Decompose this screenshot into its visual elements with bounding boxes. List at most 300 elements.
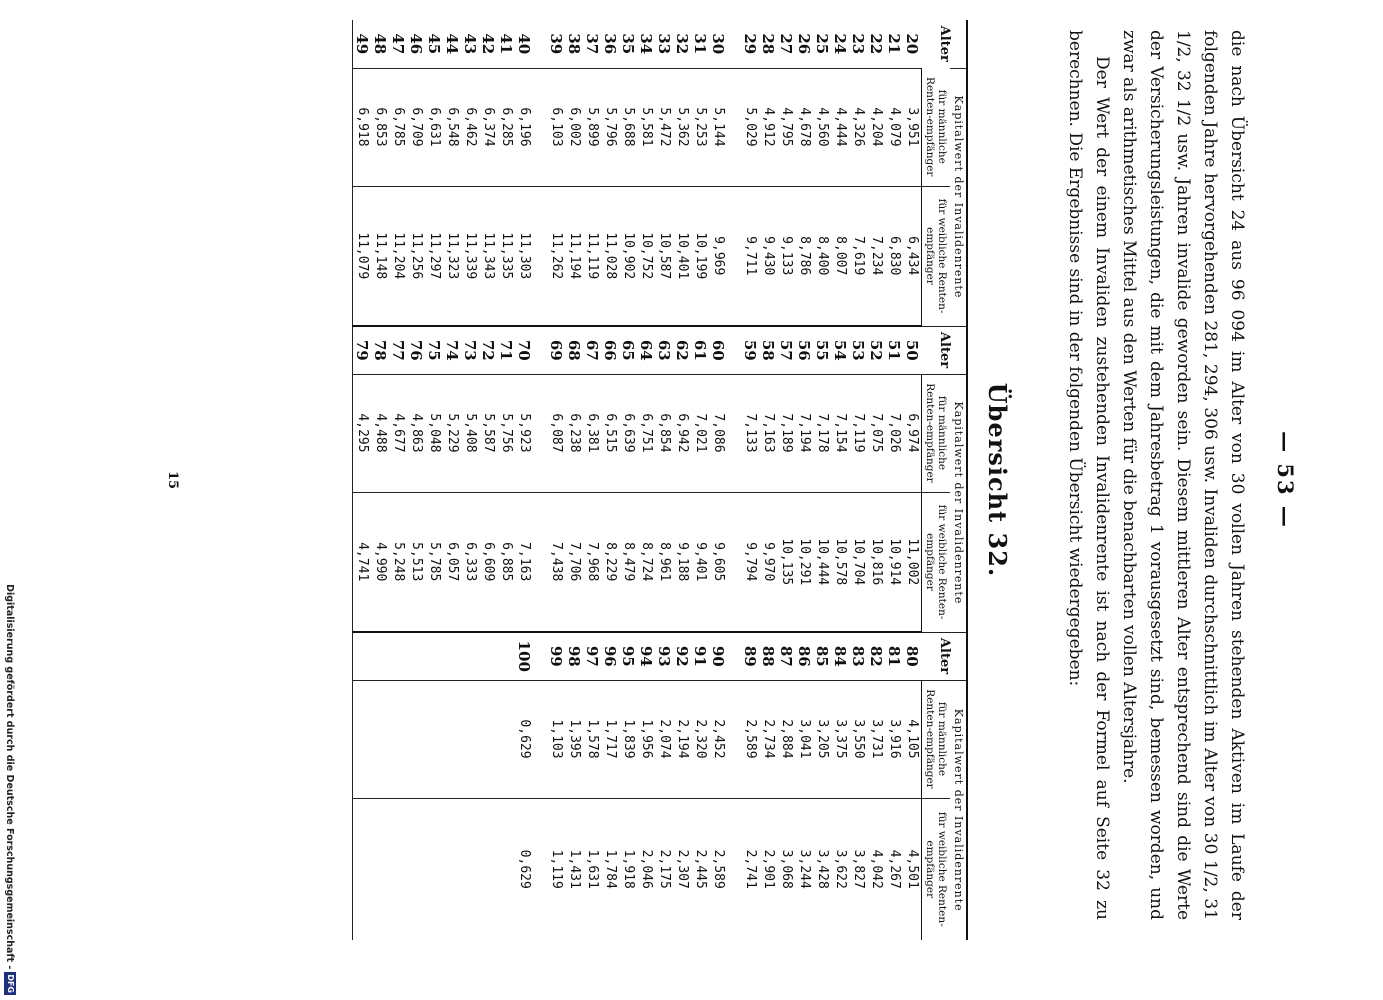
female-value-cell: 7,619 xyxy=(850,186,868,326)
age-cell: 33 xyxy=(655,33,674,55)
female-value-cell: 9,430 xyxy=(760,186,778,326)
female-value-cell: 8,479 xyxy=(620,492,638,632)
age-cell: 35 xyxy=(619,33,638,55)
age-cell xyxy=(408,632,426,680)
female-value-cell: 6,609 xyxy=(480,492,498,632)
age-cell: 56 xyxy=(796,326,814,374)
female-value-cell: 6,885 xyxy=(498,492,516,632)
table-row xyxy=(760,20,778,940)
table-row xyxy=(566,20,584,940)
age-cell: 25 xyxy=(813,33,832,55)
digitization-credit xyxy=(3,584,17,995)
male-value-cell: 6,462 xyxy=(462,68,480,186)
age-cell: 77 xyxy=(390,326,408,374)
male-value-cell: 4,863 xyxy=(408,374,426,492)
table-row xyxy=(372,20,390,940)
male-value-cell: 5,229 xyxy=(444,374,462,492)
age-cell: 40 xyxy=(515,33,534,55)
spacer-cell xyxy=(728,680,742,798)
paragraph-1: die nach Übersicht 24 aus 96 094 im Alter von 30 vollen Jahren stehenden Aktiven im Laufe der folgenden Jahre hervorgehenden 281, 294, 306 usw. Invaliden durchschnittlich im Alter von 30 1/2, 31 1/2, 32 1/2 usw. Jahren invalide geworden sein. Diesem mittleren Alter entsprechend sind die Werte der Versicherungsleistungen, die mit dem Jahresbetrag 1 vorausgesetzt sind, bemessen worden, und zwar als arithmetisches Mittel aus den Werten für die benachbarten vollen Altersjahre. xyxy=(1119,30,1247,920)
group-header-1: Kapitalwert der Invalidenrente xyxy=(950,68,967,326)
age-cell: 36 xyxy=(601,33,620,55)
male-value-cell: 5,048 xyxy=(426,374,444,492)
male-value-cell: 3,731 xyxy=(868,680,886,798)
male-value-cell: 6,002 xyxy=(566,68,584,186)
male-value-cell: 4,079 xyxy=(886,68,904,186)
male-value-cell: 7,163 xyxy=(760,374,778,492)
male-value-cell xyxy=(390,680,408,798)
age-cell xyxy=(390,632,408,680)
age-cell: 96 xyxy=(602,632,620,680)
age-cell: 75 xyxy=(426,326,444,374)
male-value-cell: 7,026 xyxy=(886,374,904,492)
male-value-cell xyxy=(480,680,498,798)
age-cell: 84 xyxy=(832,632,850,680)
male-value-cell: 5,362 xyxy=(674,68,692,186)
age-cell: 45 xyxy=(425,33,444,55)
male-value-cell: 6,374 xyxy=(480,68,498,186)
male-value-cell: 3,951 xyxy=(904,68,922,186)
female-value-cell: 8,724 xyxy=(638,492,656,632)
age-cell xyxy=(372,632,390,680)
age-cell: 64 xyxy=(638,326,656,374)
male-value-cell: 4,105 xyxy=(904,680,922,798)
age-cell xyxy=(462,632,480,680)
age-cell: 69 xyxy=(548,326,566,374)
male-value-cell xyxy=(444,680,462,798)
male-value-cell: 5,688 xyxy=(620,68,638,186)
age-cell: 100 xyxy=(516,632,534,680)
table-row xyxy=(832,20,850,940)
table-row xyxy=(390,20,408,940)
age-cell: 92 xyxy=(674,632,692,680)
table-row xyxy=(886,20,904,940)
table-row xyxy=(796,20,814,940)
male-value-cell: 3,041 xyxy=(796,680,814,798)
age-cell: 71 xyxy=(498,326,516,374)
age-cell: 38 xyxy=(565,33,584,55)
male-value-cell xyxy=(353,680,372,798)
spacer-cell xyxy=(728,492,742,632)
male-value-cell: 6,853 xyxy=(372,68,390,186)
age-cell: 50 xyxy=(904,326,922,374)
male-value-cell: 6,709 xyxy=(408,68,426,186)
age-cell: 30 xyxy=(709,33,728,55)
age-header-3: Alter xyxy=(922,632,968,680)
female-value-cell: 7,163 xyxy=(516,492,534,632)
female-value-cell: 2,445 xyxy=(692,798,710,940)
female-value-cell xyxy=(498,798,516,940)
row-spacer xyxy=(728,20,742,940)
female-value-cell: 2,589 xyxy=(710,798,728,940)
female-value-cell: 10,816 xyxy=(868,492,886,632)
female-value-cell: 6,333 xyxy=(462,492,480,632)
male-value-cell: 7,154 xyxy=(832,374,850,492)
male-value-cell xyxy=(372,680,390,798)
female-value-cell: 5,248 xyxy=(390,492,408,632)
female-value-cell: 2,046 xyxy=(638,798,656,940)
table-row xyxy=(426,20,444,940)
spacer-cell xyxy=(728,326,742,374)
male-value-cell: 6,196 xyxy=(516,68,534,186)
male-value-cell: 1,103 xyxy=(548,680,566,798)
age-cell: 74 xyxy=(444,326,462,374)
age-cell: 31 xyxy=(691,33,710,55)
female-value-cell: 10,578 xyxy=(832,492,850,632)
male-header-3: für männliche Renten-empfänger xyxy=(922,680,951,798)
male-value-cell: 7,178 xyxy=(814,374,832,492)
spacer-cell xyxy=(534,492,548,632)
female-value-cell: 7,438 xyxy=(548,492,566,632)
female-value-cell: 9,970 xyxy=(760,492,778,632)
female-value-cell: 9,969 xyxy=(710,186,728,326)
page-header: — 53 — xyxy=(1273,431,1298,529)
age-cell: 39 xyxy=(547,33,566,55)
age-header-1: Alter xyxy=(922,20,968,68)
table-row xyxy=(498,20,516,940)
female-value-cell: 11,262 xyxy=(548,186,566,326)
spacer-cell xyxy=(534,326,548,374)
spacer-cell xyxy=(728,632,742,680)
female-value-cell: 9,401 xyxy=(692,492,710,632)
age-cell: 54 xyxy=(832,326,850,374)
age-cell: 86 xyxy=(796,632,814,680)
male-value-cell: 6,381 xyxy=(584,374,602,492)
female-value-cell: 2,901 xyxy=(760,798,778,940)
body-text xyxy=(1061,30,1250,920)
male-value-cell: 4,444 xyxy=(832,68,850,186)
rotated-page xyxy=(150,20,1320,940)
female-value-cell: 11,339 xyxy=(462,186,480,326)
female-value-cell: 9,605 xyxy=(710,492,728,632)
female-value-cell: 1,784 xyxy=(602,798,620,940)
female-value-cell: 10,291 xyxy=(796,492,814,632)
age-cell: 48 xyxy=(371,33,390,55)
male-value-cell: 6,238 xyxy=(566,374,584,492)
female-value-cell xyxy=(390,798,408,940)
spacer-cell xyxy=(728,186,742,326)
age-cell: 23 xyxy=(849,33,868,55)
female-value-cell: 2,175 xyxy=(656,798,674,940)
male-value-cell: 6,285 xyxy=(498,68,516,186)
female-header-2: für weibliche Renten-empfänger xyxy=(922,492,951,632)
digitization-credit-text: Digitalisierung gefördert durch die Deutsche Forschungsgemeinschaft - xyxy=(4,584,16,970)
age-cell: 21 xyxy=(885,33,904,55)
male-value-cell: 3,205 xyxy=(814,680,832,798)
male-value-cell: 7,189 xyxy=(778,374,796,492)
table-row xyxy=(408,20,426,940)
spacer-cell xyxy=(728,68,742,186)
male-value-cell: 2,194 xyxy=(674,680,692,798)
age-cell: 52 xyxy=(868,326,886,374)
female-value-cell: 11,194 xyxy=(566,186,584,326)
age-cell: 78 xyxy=(372,326,390,374)
age-cell: 37 xyxy=(583,33,602,55)
male-value-cell: 0,629 xyxy=(516,680,534,798)
male-header-2: für männliche Renten-empfänger xyxy=(922,374,951,492)
male-value-cell: 6,751 xyxy=(638,374,656,492)
male-value-cell: 7,086 xyxy=(710,374,728,492)
female-value-cell: 8,007 xyxy=(832,186,850,326)
table-row xyxy=(656,20,674,940)
female-value-cell xyxy=(353,798,372,940)
age-cell: 58 xyxy=(760,326,778,374)
age-cell: 83 xyxy=(850,632,868,680)
spacer-cell xyxy=(728,798,742,940)
female-value-cell: 10,752 xyxy=(638,186,656,326)
female-value-cell: 11,204 xyxy=(390,186,408,326)
age-cell xyxy=(426,632,444,680)
row-spacer xyxy=(534,20,548,940)
age-cell: 63 xyxy=(656,326,674,374)
male-value-cell: 1,956 xyxy=(638,680,656,798)
age-cell: 57 xyxy=(778,326,796,374)
age-cell: 85 xyxy=(814,632,832,680)
table-row xyxy=(638,20,656,940)
table-row xyxy=(444,20,462,940)
female-value-cell: 7,706 xyxy=(566,492,584,632)
male-value-cell: 4,677 xyxy=(390,374,408,492)
female-value-cell: 9,188 xyxy=(674,492,692,632)
age-cell: 46 xyxy=(407,33,426,55)
table-row xyxy=(904,20,922,940)
female-value-cell: 5,513 xyxy=(408,492,426,632)
table-row xyxy=(710,20,728,940)
female-value-cell: 11,256 xyxy=(408,186,426,326)
male-value-cell: 6,087 xyxy=(548,374,566,492)
male-value-cell: 1,839 xyxy=(620,680,638,798)
group-header-3: Kapitalwert der Invalidenrente xyxy=(950,680,967,940)
male-value-cell xyxy=(462,680,480,798)
male-value-cell: 3,375 xyxy=(832,680,850,798)
female-value-cell: 0,629 xyxy=(516,798,534,940)
age-cell: 81 xyxy=(886,632,904,680)
spacer-cell xyxy=(728,374,742,492)
female-value-cell: 6,830 xyxy=(886,186,904,326)
female-value-cell: 7,968 xyxy=(584,492,602,632)
male-value-cell xyxy=(408,680,426,798)
female-value-cell: 10,902 xyxy=(620,186,638,326)
female-value-cell xyxy=(480,798,498,940)
table-body xyxy=(353,20,922,940)
age-cell: 66 xyxy=(602,326,620,374)
male-value-cell: 5,587 xyxy=(480,374,498,492)
male-value-cell: 7,194 xyxy=(796,374,814,492)
female-value-cell: 8,229 xyxy=(602,492,620,632)
female-value-cell: 3,428 xyxy=(814,798,832,940)
table-row xyxy=(778,20,796,940)
age-cell: 27 xyxy=(777,33,796,55)
female-value-cell: 11,079 xyxy=(353,186,372,326)
age-cell: 98 xyxy=(566,632,584,680)
male-value-cell: 4,678 xyxy=(796,68,814,186)
male-value-cell: 4,795 xyxy=(778,68,796,186)
table-row xyxy=(814,20,832,940)
age-cell: 80 xyxy=(904,632,922,680)
table-row xyxy=(516,20,534,940)
female-value-cell: 3,068 xyxy=(778,798,796,940)
age-cell: 62 xyxy=(674,326,692,374)
age-cell: 91 xyxy=(692,632,710,680)
age-cell: 60 xyxy=(710,326,728,374)
female-value-cell: 11,323 xyxy=(444,186,462,326)
age-cell: 95 xyxy=(620,632,638,680)
female-value-cell: 11,028 xyxy=(602,186,620,326)
female-value-cell: 11,119 xyxy=(584,186,602,326)
female-value-cell: 8,961 xyxy=(656,492,674,632)
age-cell: 49 xyxy=(353,20,372,68)
male-value-cell: 6,942 xyxy=(674,374,692,492)
spacer-cell xyxy=(534,374,548,492)
female-value-cell xyxy=(426,798,444,940)
male-value-cell: 2,734 xyxy=(760,680,778,798)
age-cell: 41 xyxy=(497,33,516,55)
male-value-cell: 5,144 xyxy=(710,68,728,186)
table-row xyxy=(868,20,886,940)
age-cell: 93 xyxy=(656,632,674,680)
male-value-cell: 7,075 xyxy=(868,374,886,492)
age-cell: 26 xyxy=(795,33,814,55)
female-value-cell: 1,119 xyxy=(548,798,566,940)
table xyxy=(353,20,969,940)
female-value-cell: 10,135 xyxy=(778,492,796,632)
age-header-2: Alter xyxy=(922,326,968,374)
age-cell: 43 xyxy=(461,33,480,55)
age-cell: 29 xyxy=(741,33,760,55)
female-value-cell xyxy=(462,798,480,940)
age-cell: 22 xyxy=(867,33,886,55)
male-value-cell: 4,912 xyxy=(760,68,778,186)
age-cell: 90 xyxy=(710,632,728,680)
female-value-cell: 11,148 xyxy=(372,186,390,326)
male-value-cell: 5,756 xyxy=(498,374,516,492)
age-cell: 73 xyxy=(462,326,480,374)
spacer-cell xyxy=(534,680,548,798)
female-value-cell: 11,002 xyxy=(904,492,922,632)
age-cell xyxy=(480,632,498,680)
male-value-cell: 5,253 xyxy=(692,68,710,186)
female-value-cell: 9,711 xyxy=(742,186,760,326)
age-cell: 88 xyxy=(760,632,778,680)
male-header-1: für männliche Renten-empfänger xyxy=(922,68,951,186)
male-value-cell: 4,295 xyxy=(353,374,372,492)
male-value-cell: 7,119 xyxy=(850,374,868,492)
table-row xyxy=(620,20,638,940)
table-row xyxy=(584,20,602,940)
male-value-cell: 6,515 xyxy=(602,374,620,492)
male-value-cell: 6,103 xyxy=(548,68,566,186)
age-cell: 94 xyxy=(638,632,656,680)
age-cell: 53 xyxy=(850,326,868,374)
male-value-cell: 6,548 xyxy=(444,68,462,186)
age-cell: 68 xyxy=(566,326,584,374)
female-value-cell: 10,199 xyxy=(692,186,710,326)
age-cell: 51 xyxy=(886,326,904,374)
female-value-cell: 10,401 xyxy=(674,186,692,326)
age-cell: 34 xyxy=(637,33,656,55)
male-value-cell: 2,074 xyxy=(656,680,674,798)
age-cell: 24 xyxy=(831,33,850,55)
male-value-cell: 7,021 xyxy=(692,374,710,492)
female-value-cell: 4,042 xyxy=(868,798,886,940)
male-value-cell: 6,631 xyxy=(426,68,444,186)
female-value-cell: 10,704 xyxy=(850,492,868,632)
male-value-cell: 2,589 xyxy=(742,680,760,798)
female-value-cell: 5,785 xyxy=(426,492,444,632)
male-value-cell: 7,133 xyxy=(742,374,760,492)
female-value-cell: 3,827 xyxy=(850,798,868,940)
female-value-cell: 4,741 xyxy=(353,492,372,632)
female-value-cell: 2,307 xyxy=(674,798,692,940)
male-value-cell: 5,581 xyxy=(638,68,656,186)
female-value-cell: 9,794 xyxy=(742,492,760,632)
age-cell: 76 xyxy=(408,326,426,374)
age-cell xyxy=(498,632,516,680)
age-cell: 72 xyxy=(480,326,498,374)
age-cell: 28 xyxy=(759,33,778,55)
female-header-3: für weibliche Renten-empfänger xyxy=(922,798,951,940)
table-row xyxy=(674,20,692,940)
age-cell: 65 xyxy=(620,326,638,374)
table-row xyxy=(692,20,710,940)
table-row xyxy=(353,20,372,940)
female-value-cell: 11,303 xyxy=(516,186,534,326)
age-cell: 20 xyxy=(903,33,922,55)
capital-value-table xyxy=(353,20,969,940)
age-cell: 47 xyxy=(389,33,408,55)
age-cell: 79 xyxy=(353,326,372,374)
female-value-cell: 10,444 xyxy=(814,492,832,632)
table-row xyxy=(602,20,620,940)
male-value-cell: 4,204 xyxy=(868,68,886,186)
female-value-cell: 11,335 xyxy=(498,186,516,326)
table-row xyxy=(850,20,868,940)
spacer-cell xyxy=(728,20,742,68)
age-cell: 42 xyxy=(479,33,498,55)
female-value-cell xyxy=(408,798,426,940)
male-value-cell: 3,916 xyxy=(886,680,904,798)
male-value-cell xyxy=(498,680,516,798)
male-value-cell: 5,408 xyxy=(462,374,480,492)
female-value-cell: 1,918 xyxy=(620,798,638,940)
table-title: Übersicht 32. xyxy=(983,382,1012,578)
table-row xyxy=(480,20,498,940)
male-value-cell: 1,395 xyxy=(566,680,584,798)
male-value-cell: 3,550 xyxy=(850,680,868,798)
age-cell xyxy=(353,632,372,680)
age-cell xyxy=(444,632,462,680)
age-cell: 87 xyxy=(778,632,796,680)
age-cell: 32 xyxy=(673,33,692,55)
spacer-cell xyxy=(534,798,548,940)
table-row xyxy=(742,20,760,940)
group-header-2: Kapitalwert der Invalidenrente xyxy=(950,374,967,632)
age-cell: 61 xyxy=(692,326,710,374)
age-cell: 55 xyxy=(814,326,832,374)
male-value-cell: 4,488 xyxy=(372,374,390,492)
female-value-cell: 8,786 xyxy=(796,186,814,326)
male-value-cell: 6,854 xyxy=(656,374,674,492)
female-value-cell: 10,914 xyxy=(886,492,904,632)
female-value-cell: 3,244 xyxy=(796,798,814,940)
age-cell: 59 xyxy=(742,326,760,374)
female-value-cell: 6,057 xyxy=(444,492,462,632)
female-value-cell: 9,133 xyxy=(778,186,796,326)
page-number: 15 xyxy=(165,470,180,490)
female-value-cell: 11,297 xyxy=(426,186,444,326)
male-value-cell: 5,899 xyxy=(584,68,602,186)
male-value-cell: 5,029 xyxy=(742,68,760,186)
